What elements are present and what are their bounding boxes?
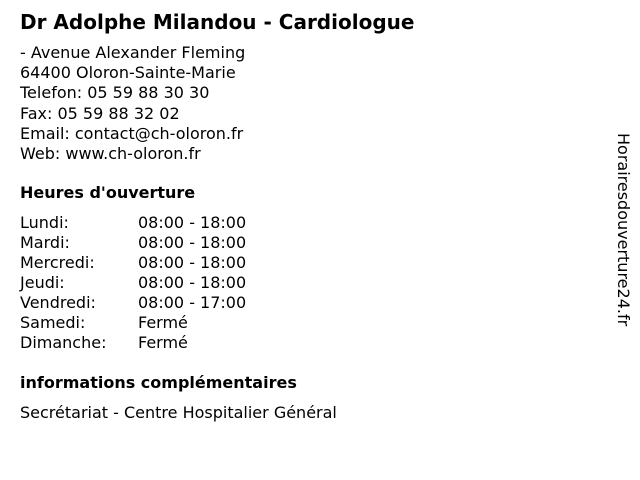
time-value: 08:00 - 17:00 xyxy=(138,293,247,312)
hours-row-friday xyxy=(20,293,280,313)
hours-table xyxy=(20,213,280,353)
hours-row-saturday xyxy=(20,313,280,333)
phone-line: Telefon: 05 59 88 30 30 xyxy=(20,83,210,103)
site-watermark: Horairesdouverture24.fr xyxy=(614,133,633,327)
time-value: 08:00 - 18:00 xyxy=(138,273,247,292)
hours-row-sunday xyxy=(20,333,280,353)
address-city: 64400 Oloron-Sainte-Marie xyxy=(20,63,236,83)
page-title: Dr Adolphe Milandou - Cardiologue xyxy=(20,10,415,34)
hours-row-wednesday xyxy=(20,253,280,273)
time-value: Fermé xyxy=(138,333,188,352)
day-label: Jeudi: xyxy=(20,273,65,292)
web-line: Web: www.ch-oloron.fr xyxy=(20,143,201,163)
hours-row-thursday xyxy=(20,273,280,293)
hours-row-tuesday xyxy=(20,233,280,253)
extra-info-text: Secrétariat - Centre Hospitalier Général xyxy=(20,403,337,422)
address-block xyxy=(20,43,245,164)
time-value: 08:00 - 18:00 xyxy=(138,233,247,252)
fax-line: Fax: 05 59 88 32 02 xyxy=(20,103,180,123)
time-value: 08:00 - 18:00 xyxy=(138,213,247,232)
hours-heading: Heures d'ouverture xyxy=(20,183,196,202)
day-label: Lundi: xyxy=(20,213,69,232)
day-label: Dimanche: xyxy=(20,333,107,352)
email-line: Email: contact@ch-oloron.fr xyxy=(20,123,244,143)
hours-row-monday xyxy=(20,213,280,233)
extra-info-heading: informations complémentaires xyxy=(20,373,297,392)
address-street: - Avenue Alexander Fleming xyxy=(20,43,246,62)
day-label: Mercredi: xyxy=(20,253,95,272)
day-label: Vendredi: xyxy=(20,293,96,312)
day-label: Mardi: xyxy=(20,233,70,252)
time-value: 08:00 - 18:00 xyxy=(138,253,247,272)
day-label: Samedi: xyxy=(20,313,86,332)
time-value: Fermé xyxy=(138,313,188,332)
